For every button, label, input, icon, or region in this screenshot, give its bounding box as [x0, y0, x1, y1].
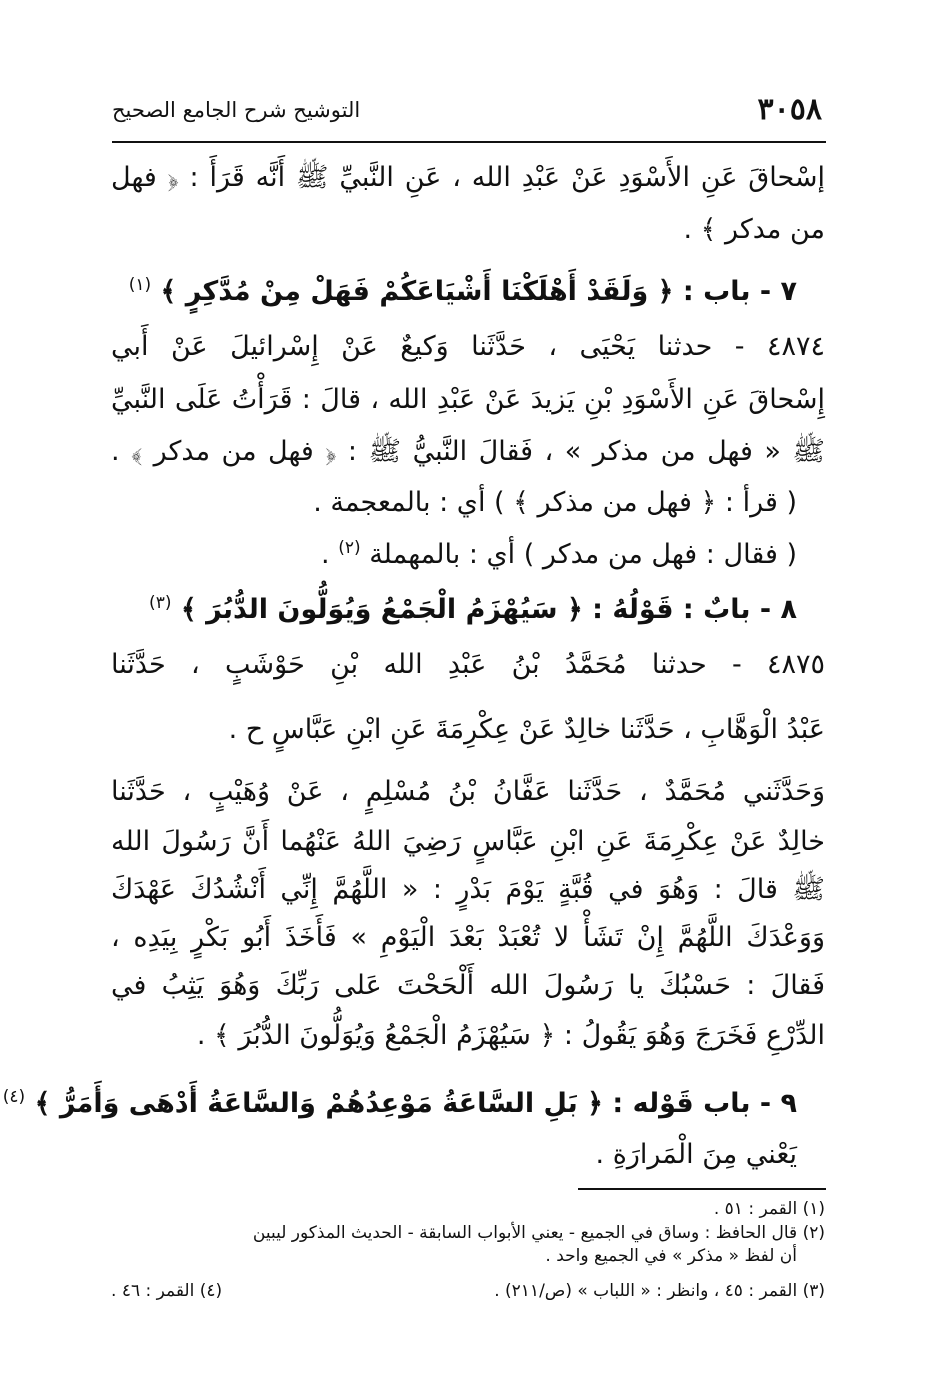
hadith-line: ٤٨٧٤ - حدثنا يَحْيَى ، حَدَّثَنا وَكيعٌ عَنْ إِسْرائيلَ عَنْ أَبي [111, 331, 825, 362]
page-number: ٣٠٥٨ [757, 92, 822, 127]
footnote: (١) القمر : ٥١ . [713, 1199, 825, 1219]
text-line: إسْحاقَ عَنِ الأَسْوَدِ عَنْ عَبْدِ الله ، عَنِ النَّبيِّ ﷺ أَنَّه قَرَأَ : ﴿ فهل [111, 162, 825, 193]
text-line: عَبْدُ الْوَهَّابِ ، حَدَّثَنا خالِدٌ عَنْ عِكْرِمَةَ عَنِ ابْنِ عَبَّاسٍ ح . [228, 714, 825, 745]
footnote-marker: (١) [128, 275, 152, 295]
text-line: الدِّرْعِ فَخَرَجَ وَهُوَ يَقُولُ : ﴿ سَيُهْزَمُ الْجَمْعُ وَيُوَلُّونَ الدُّبُرَ ﴾ . [196, 1020, 825, 1051]
text-line: ﷺ « فهل من مذكر » ، فَقالَ النَّبيُّ ﷺ : ﴿ فهل من مدكر ﴾ . [111, 436, 825, 467]
footnote-marker: (٢) [338, 538, 361, 558]
text-line: إِسْحاقَ عَنِ الأَسْوَدِ بْنِ يَزيدَ عَنْ عَبْدِ الله ، قالَ : قَرَأْتُ عَلَى النَّبيِّ [111, 384, 825, 415]
chapter-heading: ٩ - باب قَوْله : ﴿ بَلِ السَّاعَةُ مَوْعِدُهُمْ وَالسَّاعَةُ أَدْهَى وَأَمَرُّ ﴾ $^{(٤)}$ [2, 1087, 797, 1119]
commentary-line: ( قرأ : ﴿ فهل من مذكر ﴾ ) أي : بالمعجمة . [313, 487, 797, 518]
header-rule [112, 141, 826, 143]
footnote-marker: (٤) [2, 1087, 26, 1107]
text-line: يَعْني مِنَ الْمَرارَةِ . [595, 1139, 797, 1170]
chapter-heading: ٧ - باب : ﴿ وَلَقَدْ أَهْلَكْنَا أَشْيَاعَكُمْ فَهَلْ مِنْ مُدَّكِرٍ ﴾ $^{(١)}$ [128, 275, 797, 307]
running-header [112, 92, 822, 136]
text-line: من مدكر ﴾ . [683, 214, 825, 245]
footnote-secondary: (٤) القمر : ٤٦ . [111, 1281, 223, 1301]
chapter-heading: ٨ - بابٌ : قَوْلُهُ : ﴿ سَيُهْزَمُ الْجَمْعُ وَيُوَلُّونَ الدُّبُرَ ﴾ $^{(٣)}$ [149, 593, 797, 625]
book-title: التوشيح شرح الجامع الصحيح [112, 98, 361, 122]
footnote: أن لفظ « مذكر » في الجميع واحد . [545, 1246, 797, 1266]
footnote-marker: (٣) [149, 593, 172, 613]
text-line: وَوَعْدَكَ اللَّهُمَّ إِنْ تَشَأْ لا تُعْبَدْ بَعْدَ الْيَوْمِ » فَأَخَذَ أَبُو بَكْرٍ بِيَدِه ، [111, 922, 825, 953]
footnote: (٢) قال الحافظ : وساق في الجميع - يعني الأبواب السابقة - الحديث المذكور ليبين [252, 1223, 825, 1243]
text-line: ﷺ قالَ : وَهُوَ في قُبَّةٍ يَوْمَ بَدْرٍ : « اللَّهُمَّ إِنِّي أَنْشُدُكَ عَهْدَكَ [111, 874, 825, 905]
text-line: وَحَدَّثَني مُحَمَّدٌ ، حَدَّثَنا عَفَّانُ بْنُ مُسْلِمٍ ، عَنْ وُهَيْبٍ ، حَدَّثَنا [111, 776, 825, 807]
footnote: (٣) القمر : ٤٥ ، وانظر : « اللباب » (ص/٢١١) . (٤) القمر : ٤٦ . [111, 1281, 825, 1301]
commentary-line: ( فقال : فهل من مدكر ) أي : بالمهملة $^{(٢)}$ . [321, 538, 797, 570]
hadith-line: ٤٨٧٥ - حدثنا مُحَمَّدُ بْنُ عَبْدِ الله بْنِ حَوْشَبٍ ، حَدَّثَنا [111, 649, 825, 680]
text-line: خالِدٌ عَنْ عِكْرِمَةَ عَنِ ابْنِ عَبَّاسٍ رَضِيَ اللهُ عَنْهُما أَنَّ رَسُولَ الله [111, 826, 825, 857]
footnote-rule [578, 1188, 826, 1190]
text-line: فَقالَ : حَسْبُكَ يا رَسُولَ الله أَلْحَحْتَ عَلى رَبِّكَ وَهُوَ يَثِبُ في [111, 970, 825, 1001]
